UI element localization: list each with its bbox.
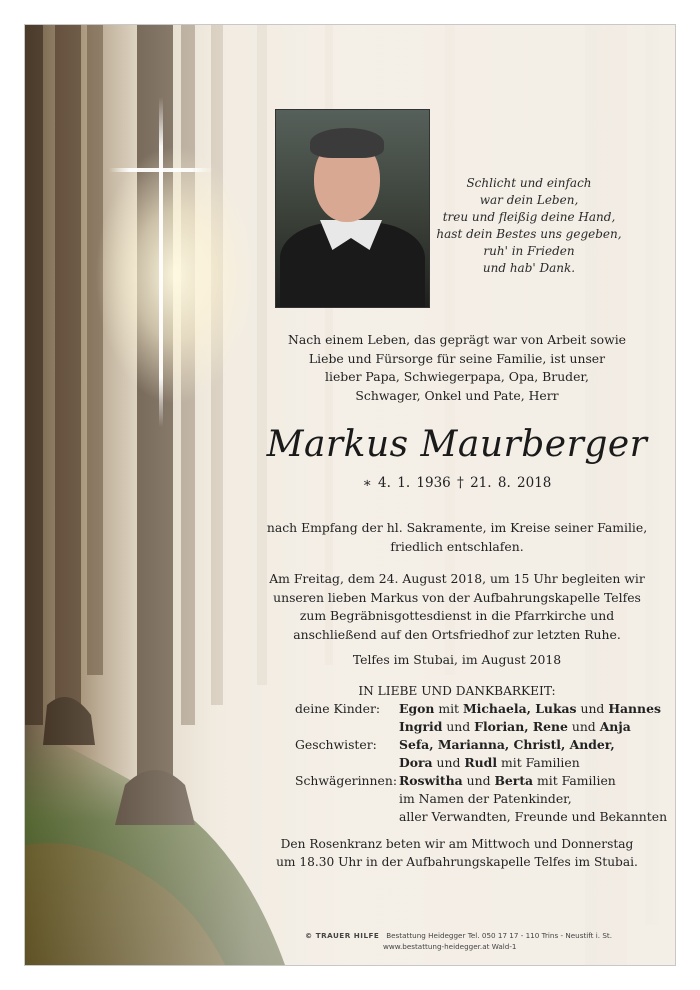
intro-text (247, 331, 667, 405)
intro-line: Nach einem Leben, das geprägt war von Arbeit sowie (287, 332, 626, 347)
poem-line: war dein Leben, (479, 193, 579, 207)
funeral-line: Am Freitag, dem 24. August 2018, um 15 Uhr begleiten wir (269, 571, 645, 586)
poem (411, 175, 647, 277)
sacraments-line: nach Empfang der hl. Sakramente, im Kreise seiner Familie, (266, 520, 648, 535)
funeral-line: anschließend auf den Ortsfriedhof zur letzten Ruhe. (293, 626, 621, 642)
footer-website[interactable]: www.bestattung-heidegger.at Wald-1 (383, 942, 517, 951)
intro-line: Liebe und Fürsorge für seine Familie, ist unser (308, 350, 606, 366)
obituary-card (24, 24, 676, 966)
rosary-line: Den Rosenkranz beten wir am Mittwoch und Donnerstag (280, 837, 634, 851)
family-names: Egon mit Michaela, Lukas und Hannes (399, 701, 661, 716)
thanks-title: IN LIEBE UND DANKBARKEIT: (358, 684, 556, 698)
funeral-text (247, 570, 667, 644)
life-dates: ∗ 4. 1. 1936 † 21. 8. 2018 (362, 475, 552, 491)
intro-line: Schwager, Onkel und Pate, Herr (355, 387, 559, 403)
light-cross-icon (159, 97, 163, 427)
rosary-text (247, 835, 667, 871)
family-names: Dora und Rudl mit Familien (399, 755, 580, 770)
footer-contact: Bestattung Heidegger Tel. 050 17 17 - 110 Trins - Neustift i. St. (386, 931, 613, 940)
family-label: Geschwister: (295, 737, 377, 752)
family-label: deine Kinder: (295, 701, 381, 716)
family-names: Roswitha und Berta mit Familien (399, 773, 616, 788)
rosary-line: um 18.30 Uhr in der Aufbahrungskapelle Telfes im Stubai. (276, 855, 638, 869)
poem-line: treu und fleißig deine Hand, (442, 210, 616, 224)
poem-line: und hab' Dank. (482, 261, 576, 275)
family-names: aller Verwandten, Freunde und Bekannten (399, 809, 668, 824)
funeral-line: unseren lieben Markus von der Aufbahrungskapelle Telfes (273, 589, 641, 605)
poem-line: ruh' in Frieden (483, 244, 575, 258)
funeral-line: zum Begräbnisgottesdienst in die Pfarrkirche und (299, 608, 615, 623)
family-names: Sefa, Marianna, Christl, Ander, (399, 737, 615, 752)
deceased-name: Markus Maurberger (266, 424, 648, 465)
trauer-hilfe-logo: © TRAUER HILFE (305, 931, 380, 940)
sacraments-line: friedlich entschlafen. (390, 538, 524, 554)
sacraments-text (247, 519, 667, 556)
light-glow (95, 145, 255, 405)
place-date: Telfes im Stubai, im August 2018 (352, 652, 562, 667)
family-names: im Namen der Patenkinder, (399, 791, 572, 806)
footer (305, 930, 645, 952)
poem-line: Schlicht und einfach (466, 176, 592, 190)
footer-line-1 (305, 930, 645, 941)
intro-line: lieber Papa, Schwiegerpapa, Opa, Bruder, (325, 369, 589, 384)
portrait-photo (275, 109, 430, 308)
family-label: Schwägerinnen: (295, 773, 397, 788)
poem-line: hast dein Bestes uns gegeben, (436, 227, 622, 241)
light-cross-bar (109, 168, 213, 172)
family-names: Ingrid und Florian, Rene und Anja (399, 719, 631, 734)
portrait-hair (310, 128, 384, 158)
